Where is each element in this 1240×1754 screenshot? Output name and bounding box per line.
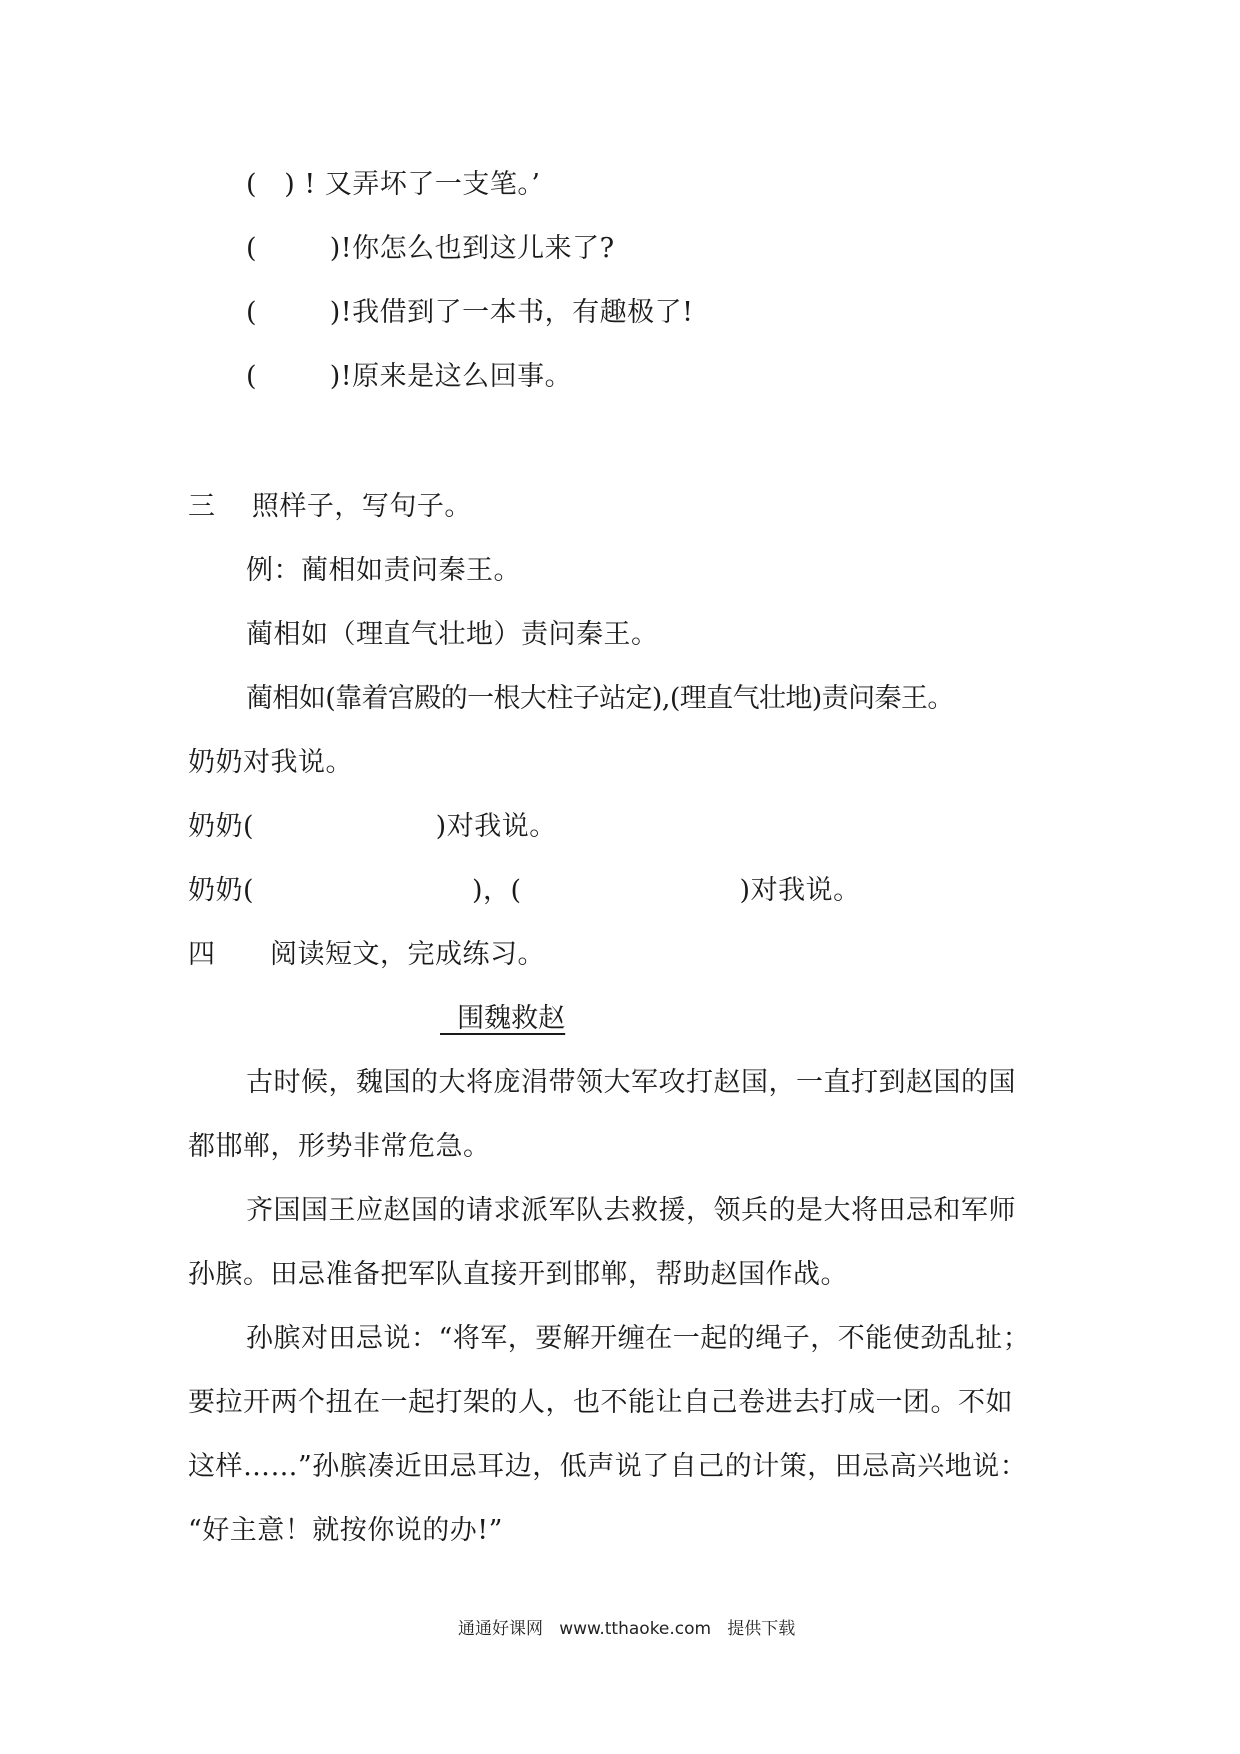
task-blank-line: 奶奶( )，( )对我说。 [188, 875, 861, 906]
example-label: 例：蔺相如责问秦王。 [246, 555, 521, 586]
paragraph-line: 齐国国王应赵国的请求派军队去救援，领兵的是大将田忌和军师 [246, 1195, 1016, 1226]
paragraph-line: 古时候，魏国的大将庞涓带领大军攻打赵国，一直打到赵国的国 [246, 1067, 1016, 1098]
exercise-line: ( )!你怎么也到这儿来了? [246, 233, 615, 264]
paragraph-line: “好主意！就按你说的办!” [188, 1515, 503, 1546]
paragraph-line: 孙膑。田忌准备把军队直接开到邯郸，帮助赵国作战。 [188, 1259, 848, 1290]
paragraph-line: 这样……”孙膑凑近田忌耳边，低声说了自己的计策，田忌高兴地说： [188, 1451, 1028, 1482]
paragraph-line: 孙膑对田忌说：“将军，要解开缠在一起的绳子，不能使劲乱扯； [246, 1323, 1031, 1354]
paragraph-line: 要拉开两个扭在一起打架的人，也不能让自己卷进去打成一团。不如 [188, 1387, 1013, 1418]
example-sentence: 蔺相如(靠着宫殿的一根大柱子站定),(理直气壮地)责问秦王。 [246, 683, 954, 714]
section-heading: 四 阅读短文，完成练习。 [188, 939, 545, 970]
section-heading: 三 照样子，写句子。 [188, 491, 472, 522]
paragraph-line: 都邯郸，形势非常危急。 [188, 1131, 491, 1162]
task-sentence: 奶奶对我说。 [188, 747, 353, 778]
exercise-line: ( ) ! 又弄坏了一支笔。’ [246, 169, 541, 200]
exercise-line: ( )!我借到了一本书，有趣极了! [246, 297, 694, 328]
task-blank-line: 奶奶( )对我说。 [188, 811, 557, 842]
exercise-line: ( )!原来是这么回事。 [246, 361, 573, 392]
page-footer: 通通好课网 www.tthaoke.com 提供下载 [458, 1619, 796, 1639]
passage-title: 围魏救赵 [440, 1003, 566, 1034]
example-sentence: 蔺相如（理直气壮地）责问秦王。 [246, 619, 659, 650]
